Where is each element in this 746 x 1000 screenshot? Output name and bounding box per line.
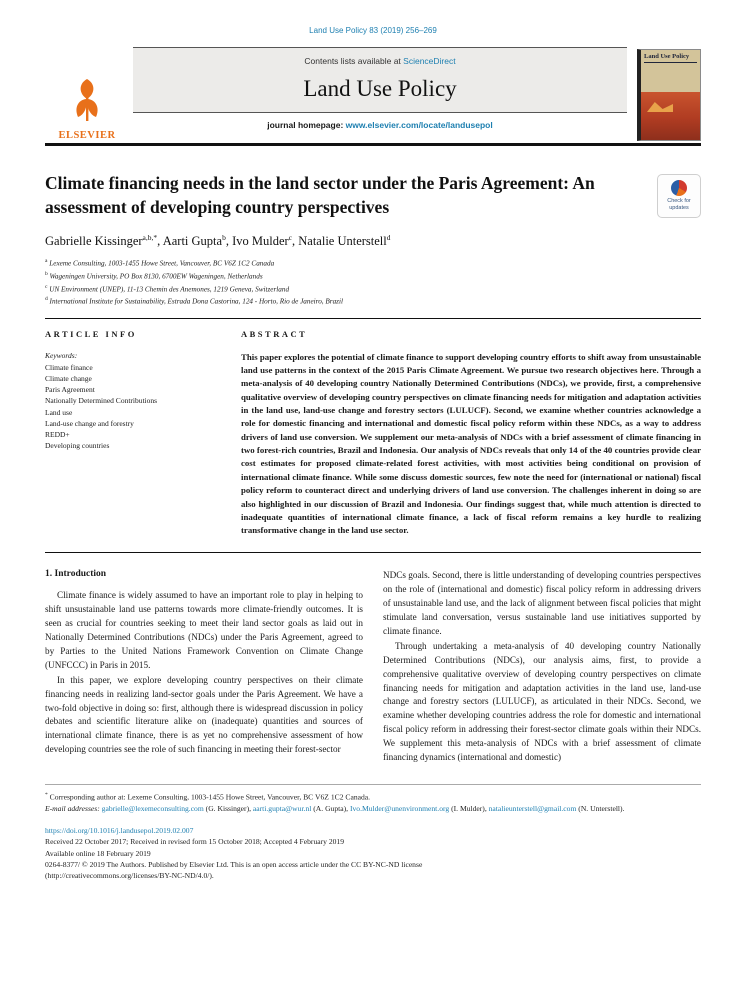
available-online: Available online 18 February 2019	[45, 848, 151, 858]
email-link[interactable]: natalieunterstell@gmail.com	[488, 804, 577, 814]
author-list	[45, 233, 701, 249]
contents-box	[133, 48, 627, 113]
corresponding-author-note: * Corresponding author at: Lexeme Consulting, 1003-1455 Howe Street, Vancouver, BC V6Z 1C2 Canada.	[45, 792, 371, 802]
abstract-text: This paper explores the potential of climate finance to support developing country efforts to shift away from unsustainable land use patterns in the context of the 2015 Paris Climate Agreement. We pursue two research objectives here. Through a meta-analysis of 40 developing country Nationally Determined Contributions (NDCs), we provide, first, a comprehensive qualitative overview of developing country perspectives on climate financing needs for mitigation and adaptation activities in the land use, land-use change and forestry sectors (LULUCF). Second, we examine whether countries acknowledge a role for domestic financing and international and domestic fiscal policy reform within these NDCs, as a way to address drivers of land use conversion. We supplement our meta-analysis of NDCs with a brief assessment of climate financing in two forest-rich countries, Brazil and Indonesia. Our analysis of NDCs reveals that only 14 of the 40 countries provide clear cost estimates for proposed climate-related forest activities, with most activities being conditional on provision of international climate finance. While some discuss domestic sources, few note the need for (international or national) fiscal policy reform to counteract direct and underlying drivers of land use conversion. The challenges inherent in doing so are also highlighted in our discussion of Brazil and Indonesia. Our findings suggest that, while much attention is directed to inadequate quantities of international climate finance, a lack of fiscal reform remains a key hurdle to realizing transformative change in the land use sector.	[241, 351, 701, 536]
cover-title: Land Use Policy	[644, 53, 690, 60]
masthead	[45, 47, 701, 146]
homepage-line	[133, 113, 627, 136]
article-body	[45, 569, 701, 767]
author: Gabrielle Kissinger$^{a,b,*}$,	[45, 233, 163, 249]
email-addresses: E-mail addresses: gabrielle@lexemeconsulting.com (G. Kissinger), aarti.gupta@wur.nl (A. Gupta), Ivo.Mulder@unenvironment.org (I. Mulder), natalieunterstell@gmail.com (N. Unterstell).	[45, 804, 625, 814]
keyword: Developing countries	[45, 441, 110, 451]
elsevier-wordmark: ELSEVIER	[58, 130, 116, 141]
title-row	[45, 172, 701, 219]
journal-citation: Land Use Policy 83 (2019) 256–269	[309, 26, 437, 35]
received-dates: Received 22 October 2017; Received in revised form 15 October 2018; Accepted 4 February 2019	[45, 837, 345, 847]
copyright-line: 0264-8377/ © 2019 The Authors. Published by Elsevier Ltd. This is an open access article under the CC BY-NC-ND license	[45, 859, 423, 869]
masthead-center	[133, 47, 627, 143]
keyword: Land-use change and forestry	[45, 418, 134, 428]
body-column-left	[45, 569, 363, 767]
journal-cover-cell	[627, 47, 701, 143]
doi-link[interactable]: https://doi.org/10.1016/j.landusepol.2019.02.007	[45, 825, 194, 835]
sciencedirect-link[interactable]: ScienceDirect	[403, 56, 456, 66]
keyword: Climate change	[45, 373, 92, 383]
contents-line	[139, 56, 621, 66]
journal-cover-thumbnail	[637, 49, 701, 141]
check-for-updates-badge[interactable]	[657, 174, 701, 218]
elsevier-tree-icon	[67, 77, 107, 128]
paragraph: In this paper, we explore developing country perspectives on their climate financing needs in realizing land-sector goals under the Paris Agreement. We have a two-fold objective in doing so: first, although there is widespread discussion in policy debates and scientific literature alike on (inadequate) quantities and sources of international climate finance, there is as yet no comprehensive assessment of how developing countries see the role of such financing in meeting their forest-sector	[45, 674, 363, 755]
divider	[45, 552, 701, 553]
email-label: E-mail addresses:	[45, 804, 102, 814]
affiliation: $^c$ UN Environment (UNEP), 11-13 Chemin des Anemones, 1219 Geneva, Switzerland	[45, 283, 290, 293]
badge-text: Check for updates	[667, 197, 691, 211]
article-info-column	[45, 329, 241, 538]
affiliation: $^d$ International Institute for Sustainability, Estrada Dona Castorina, 124 - Horto, Rio de Janeiro, Brazil	[45, 296, 343, 306]
author: Ivo Mulder$^c$,	[232, 233, 299, 249]
abstract-heading: ABSTRACT	[241, 328, 308, 339]
section-heading-introduction: 1. Introduction	[45, 568, 107, 579]
elsevier-logo	[45, 47, 133, 143]
journal-title: Land Use Policy	[303, 76, 457, 101]
author: Aarti Gupta$^b$,	[162, 233, 233, 249]
affiliation: $^a$ Lexeme Consulting, 1003-1455 Howe Street, Vancouver, BC V6Z 1C2 Canada	[45, 258, 275, 268]
journal-homepage-link[interactable]: www.elsevier.com/locate/landusepol	[345, 120, 493, 130]
crossmark-icon	[671, 180, 687, 196]
footnotes	[45, 785, 701, 881]
paragraph: Climate finance is widely assumed to have an important role to play in helping to shift unsustainable land use patterns towards more climate-friendly outcomes. It is seen as crucial for countries seeking to meet their land sector goals as laid out in Nationally Determined Contributions (NDCs) under the Paris Agreement, agreed to by Parties to the United Nations Framework Convention on Climate Change (UNFCCC) in Paris in 2015.	[45, 589, 363, 670]
article-title: Climate financing needs in the land sector under the Paris Agreement: An assessment of developing country perspectives	[45, 173, 595, 217]
affiliation: $^b$ Wageningen University, PO Box 8130, 6700EW Wageningen, Netherlands	[45, 270, 263, 281]
keyword: Paris Agreement	[45, 385, 95, 395]
cover-artwork	[641, 92, 700, 140]
email-link[interactable]: gabrielle@lexemeconsulting.com	[101, 804, 204, 814]
affiliation-list	[45, 257, 701, 307]
keywords-label: Keywords:	[45, 350, 78, 360]
paragraph: Through undertaking a meta-analysis of 40 developing country Nationally Determined Contributions (NDCs), our analysis aims, first, to provide a comprehensive qualitative overview of developing country perspectives on climate financing needs for mitigation and adaptation activities in the land use, land-use change and forestry sectors (LULUCF), as articulated in their NDCs. Second, we examine whether developing countries address the role for domestic and international fiscal policy reform in addressing their forest-sector climate goals within their NDCs. We supplement this meta-analysis of NDCs with a brief assessment of climate financing dynamics (international and domestic)	[383, 640, 701, 763]
body-column-right	[383, 569, 701, 767]
cover-divider	[644, 62, 697, 63]
homepage-prefix: journal homepage:	[267, 120, 346, 130]
info-abstract-section	[45, 319, 701, 552]
paragraph: NDCs goals. Second, there is little understanding of developing countries perspectives on the role of (international and domestic) fiscal policy reform in addressing drivers of unsustainable land use, and the lack of alignment between fiscal policies that might stimulate land conversation, versus sustainable land use initiatives supported by climate finance.	[383, 569, 701, 636]
keyword: Nationally Determined Contributions	[45, 396, 158, 406]
publication-info	[45, 825, 701, 882]
abstract-column	[241, 329, 701, 538]
contents-prefix: Contents lists available at	[304, 56, 404, 66]
author: Natalie Unterstell$^d$	[298, 233, 391, 249]
license-line: (http://creativecommons.org/licenses/BY-NC-ND/4.0/).	[45, 871, 214, 881]
email-link[interactable]: Ivo.Mulder@unenvironment.org	[349, 804, 450, 814]
keyword: REDD+	[45, 430, 70, 440]
keyword: Climate finance	[45, 362, 93, 372]
article-info-heading: ARTICLE INFO	[45, 328, 137, 339]
keyword: Land use	[45, 407, 73, 417]
email-link[interactable]: aarti.gupta@wur.nl	[252, 804, 312, 814]
